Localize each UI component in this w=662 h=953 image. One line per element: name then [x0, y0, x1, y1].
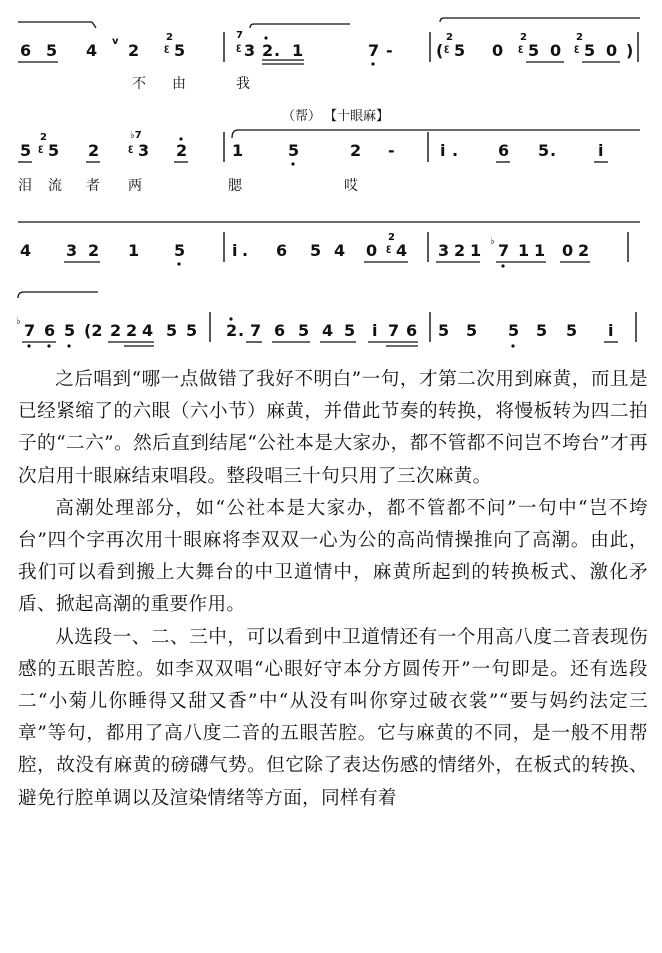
svg-text:1: 1: [534, 241, 546, 260]
svg-text:2: 2: [262, 41, 274, 60]
svg-text:5: 5: [538, 141, 550, 160]
svg-text:5: 5: [20, 141, 32, 160]
svg-text:4: 4: [396, 241, 408, 260]
svg-text:i: i: [598, 141, 604, 160]
svg-text:5: 5: [174, 241, 186, 260]
svg-text:4: 4: [142, 321, 154, 340]
svg-text:0: 0: [562, 241, 574, 260]
svg-text:5: 5: [64, 321, 76, 340]
lyric-2-3: 者: [86, 178, 100, 194]
score-row-3: [18, 222, 640, 268]
body-text: [18, 364, 648, 815]
tune-label: 【十眼麻】: [324, 109, 390, 124]
svg-text:2: 2: [454, 241, 466, 260]
svg-text:ꜫ: ꜫ: [574, 43, 580, 54]
svg-text:7: 7: [236, 30, 243, 41]
svg-text:ꜫ: ꜫ: [128, 143, 134, 154]
svg-text:2: 2: [40, 132, 47, 143]
svg-text:.: .: [242, 241, 249, 260]
svg-text:5: 5: [186, 321, 198, 340]
svg-text:5: 5: [454, 41, 466, 60]
svg-text:4: 4: [86, 41, 98, 60]
lyric-2-4: 两: [128, 178, 142, 194]
svg-text:v: v: [112, 36, 119, 47]
score-row-2: [18, 108, 640, 194]
svg-text:i: i: [232, 241, 238, 260]
lyric-1-2: 由: [172, 76, 186, 92]
svg-text:7: 7: [250, 321, 262, 340]
svg-text:5: 5: [298, 321, 310, 340]
svg-text:♭: ♭: [16, 316, 21, 327]
svg-text:2: 2: [126, 321, 138, 340]
svg-text:7: 7: [24, 321, 36, 340]
svg-text:4: 4: [334, 241, 346, 260]
svg-text:1: 1: [232, 141, 244, 160]
svg-text:♭: ♭: [490, 236, 495, 247]
svg-text:5: 5: [508, 321, 520, 340]
score-row-4: [16, 292, 636, 348]
svg-text:3: 3: [138, 141, 150, 160]
svg-text:5: 5: [528, 41, 540, 60]
svg-text:6: 6: [274, 321, 286, 340]
svg-text:i: i: [440, 141, 446, 160]
svg-text:4: 4: [322, 321, 334, 340]
svg-text:(: (: [436, 41, 444, 60]
svg-text:ꜫ: ꜫ: [164, 43, 170, 54]
svg-text:.: .: [274, 41, 281, 60]
svg-text:7: 7: [368, 41, 380, 60]
svg-text:1: 1: [518, 241, 530, 260]
svg-text:i: i: [372, 321, 378, 340]
svg-text:1: 1: [292, 41, 304, 60]
svg-text:0: 0: [606, 41, 618, 60]
svg-text:3: 3: [66, 241, 78, 260]
svg-text:6: 6: [406, 321, 418, 340]
svg-text:2: 2: [128, 41, 140, 60]
svg-text:7: 7: [388, 321, 400, 340]
lyric-2-5: 腮: [228, 178, 242, 194]
svg-text:5: 5: [310, 241, 322, 260]
svg-text:5: 5: [344, 321, 356, 340]
svg-text:5: 5: [584, 41, 596, 60]
svg-text:ꜫ: ꜫ: [38, 143, 44, 154]
lyric-1-1: 不: [132, 76, 146, 92]
svg-text:5: 5: [48, 141, 60, 160]
svg-text:.: .: [452, 141, 459, 160]
svg-text:(2: (2: [84, 321, 103, 340]
svg-text:7: 7: [498, 241, 510, 260]
svg-text:.: .: [238, 321, 245, 340]
svg-text:2: 2: [166, 32, 173, 43]
svg-text:6: 6: [498, 141, 510, 160]
svg-text:5: 5: [174, 41, 186, 60]
svg-text:2: 2: [388, 232, 395, 243]
svg-text:4: 4: [20, 241, 32, 260]
svg-text:2: 2: [226, 321, 238, 340]
svg-text:5: 5: [438, 321, 450, 340]
svg-text:5: 5: [466, 321, 478, 340]
svg-text:2: 2: [576, 32, 583, 43]
svg-text:2: 2: [350, 141, 362, 160]
svg-text:2: 2: [446, 32, 453, 43]
svg-text:0: 0: [550, 41, 562, 60]
bang-label: （帮）: [282, 109, 322, 124]
svg-text:1: 1: [128, 241, 140, 260]
lyric-2-1: 泪: [18, 178, 32, 194]
svg-text:0: 0: [366, 241, 378, 260]
svg-text:i: i: [608, 321, 614, 340]
paragraph-3: 从选段一、二、三中，可以看到中卫道情还有一个用高八度二音表现伤感的五眼苦腔。如李双双唱“心眼好守本分方圆传开”一句即是。还有选段二“小菊儿你睡得又甜又香”中“从没有叫你穿过破衣裳”“要与妈约法定三章”等句，都用了高八度二音的五眼苦腔。它与麻黄的不同，是一般不用帮腔，故没有麻黄的磅礴气势。但它除了表达伤感的情绪外，在板式的转换、避免行腔单调以及渲染情绪等方面，同样有着: [18, 626, 648, 809]
lyric-2-6: 哎: [344, 178, 358, 194]
score-row-1: [18, 18, 640, 92]
jianpu-score: [0, 0, 662, 360]
svg-text:3: 3: [438, 241, 450, 260]
svg-text:5: 5: [566, 321, 578, 340]
svg-text:ꜫ: ꜫ: [518, 43, 524, 54]
svg-text:.: .: [550, 141, 557, 160]
svg-text:5: 5: [288, 141, 300, 160]
paragraph-1: 之后唱到“哪一点做错了我好不明白”一句，才第二次用到麻黄，而且是已经紧缩了的六眼（六小节）麻黄，并借此节奏的转换，将慢板转为四二拍子的“二六”。然后直到结尾“公社本是大家办，都不管都不问岂不垮台”才再次启用十眼麻结束唱段。整段唱三十句只用了三次麻黄。: [18, 369, 648, 487]
svg-text:2: 2: [578, 241, 590, 260]
svg-text:♭7: ♭7: [130, 130, 142, 141]
svg-text:2: 2: [88, 141, 100, 160]
svg-text:ꜫ: ꜫ: [386, 243, 392, 254]
svg-text:ꜫ: ꜫ: [444, 43, 450, 54]
svg-text:5: 5: [536, 321, 548, 340]
svg-text:2: 2: [176, 141, 188, 160]
svg-text:3: 3: [244, 41, 256, 60]
svg-text:2: 2: [110, 321, 122, 340]
lyric-2-2: 流: [48, 178, 62, 194]
svg-text:): ): [626, 41, 634, 60]
lyric-1-3: 我: [236, 76, 250, 92]
svg-text:1: 1: [470, 241, 482, 260]
svg-text:2: 2: [88, 241, 100, 260]
svg-text:0: 0: [492, 41, 504, 60]
svg-text:-: -: [386, 41, 393, 60]
svg-text:5: 5: [166, 321, 178, 340]
svg-text:6: 6: [20, 41, 32, 60]
svg-text:2: 2: [520, 32, 527, 43]
svg-text:6: 6: [44, 321, 56, 340]
svg-text:5: 5: [46, 41, 58, 60]
svg-text:6: 6: [276, 241, 288, 260]
paragraph-2: 高潮处理部分，如“公社本是大家办，都不管都不问”一句中“岂不垮台”四个字再次用十眼麻将李双双一心为公的高尚情操推向了高潮。由此，我们可以看到搬上大舞台的中卫道情中，麻黄所起到的转换板式、激化矛盾、掀起高潮的重要作用。: [18, 497, 648, 616]
svg-text:ꜫ: ꜫ: [236, 42, 242, 53]
svg-text:-: -: [388, 141, 395, 160]
